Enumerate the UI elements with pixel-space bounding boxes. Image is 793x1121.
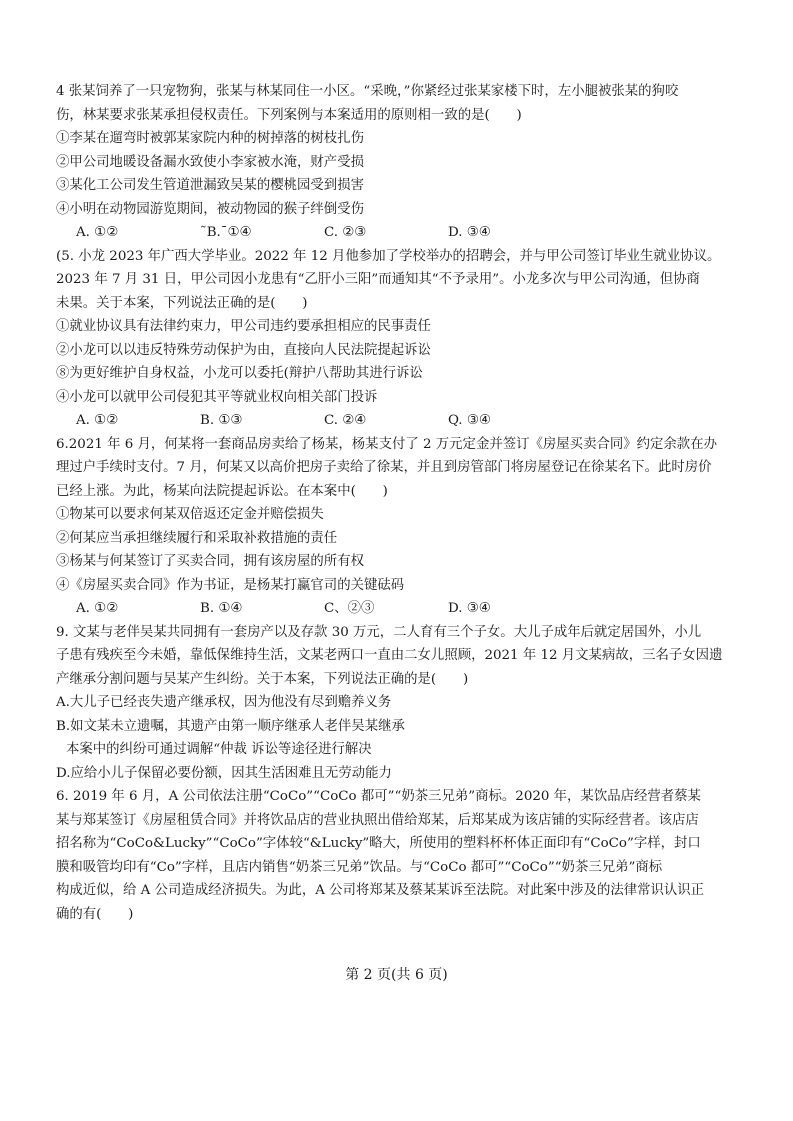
question-6a-stem-line-1: 6.2021 年 6 月，何某将一套商品房卖给了杨某，杨某支付了 2 万元定金并签订《房屋买卖合同》约定余款在办	[56, 436, 717, 452]
question-5-stem-line-2: 2023 年 7 月 31 日，甲公司因小龙患有“乙肝小三阳”而通知其“不予录用”。小龙多次与甲公司沟通，但协商	[56, 272, 700, 287]
question-5-item-1: ①就业协议具有法律约束力，甲公司违约要承担相应的民事责任	[56, 319, 431, 334]
question-5-item-2: ②小龙可以以违反特殊劳动保护为由，直接向人民法院提起诉讼	[56, 342, 431, 358]
question-9-option-c: 本案中的纠纷可通过调解“仲裁 诉讼等途径进行解决	[66, 742, 372, 757]
question-4-option-c: C. ②③	[324, 225, 367, 240]
question-9-option-b: B.如文某未立遗嘱，其遗产由第一顺序继承人老伴吴某继承	[56, 718, 405, 734]
question-6b-stem-line-4: 膜和吸管均印有“Co”字样，且店内销售“奶茶三兄弟”饮品。与“CoCo 都可”“CoCo”“奶茶三兄弟”商标	[56, 859, 663, 875]
question-9	[56, 621, 744, 786]
question-4-option-a: A. ①②	[76, 225, 119, 240]
question-4-item-4: ④小明在动物园游览期间，被动物园的猴子绊倒受伤	[56, 201, 364, 217]
question-5-option-c: C. ②④	[324, 413, 367, 428]
question-6a-stem-line-2: 理过户手续时支付。7 月，何某又以高价把房子卖给了徐某，并且到房管部门将房屋登记在徐某名下。此时房价	[56, 460, 712, 475]
question-6a-item-3: ③杨某与何某签订了买卖合同，拥有该房屋的所有权	[56, 554, 364, 569]
question-6b-stem-line-1: 6. 2019 年 6 月，A 公司依法注册“CoCo”“CoCo 都可”“奶茶三兄弟”商标。2020 年，某饮品店经营者蔡某	[56, 789, 701, 804]
question-6a-item-2: ②何某应当承担继续履行和采取补救措施的责任	[56, 530, 338, 546]
question-6a-item-4: ④《房屋买卖合同》作为书证，是杨某打赢官司的关键砝码	[56, 577, 405, 593]
question-4-stem-line-1: 4 张某饲养了一只宠物狗，张某与林某同住一小区。“采晚，”你紧经过张某家楼下时，左小腿被张某的狗咬	[56, 84, 679, 99]
question-4-item-1: ①李某在遛弯时被郭某家院内种的树掉落的树枝扎伤	[56, 131, 364, 146]
question-5-option-d: Q. ③④	[448, 413, 491, 428]
question-6b-stem-line-6: 确的有( )	[56, 906, 134, 922]
question-9-option-a: A.大儿子已经丧失遗产继承权，因为他没有尽到赡养义务	[56, 695, 392, 710]
question-6a-item-1: ①物某可以要求何某双倍返还定金并赔偿损失	[56, 507, 324, 522]
question-6a-option-b: B. ①④	[200, 601, 243, 616]
question-5-option-b: B. ①③	[200, 413, 243, 428]
question-6a-stem-line-3: 已经上涨。为此，杨某向法院提起诉讼。在本案中( )	[56, 483, 388, 499]
question-content	[56, 80, 744, 926]
question-6-house-sale	[56, 433, 744, 621]
question-4-options	[56, 221, 744, 245]
question-4-item-2: ②甲公司地暖设备漏水致使小李家被水淹，财产受损	[56, 154, 364, 170]
question-5-item-3: ⑧为更好维护自身权益，小龙可以委托(辩护八帮助其进行诉讼	[56, 366, 423, 381]
question-4-option-b: ˜B.ˉ①④	[200, 225, 252, 240]
question-5	[56, 245, 744, 433]
question-6a-option-a: A. ①②	[76, 601, 119, 616]
question-6b-stem-line-5: 构成近似，给 A 公司造成经济损失。为此，A 公司将郑某及蔡某某诉至法院。对此案中涉及的法律常识认识正	[56, 883, 705, 898]
question-5-stem-line-3: 未果。关于本案，下列说法正确的是( )	[56, 295, 308, 311]
question-9-stem-line-3: 产继承分割问题与吴某产生纠纷。关于本案，下列说法正确的是( )	[56, 671, 469, 687]
question-4-stem-line-2: 伤，林某要求张某承担侵权责任。下列案例与本案适用的原则相一致的是( )	[56, 107, 522, 123]
question-5-item-4: ④小龙可以就甲公司侵犯其平等就业权向相关部门投诉	[56, 389, 378, 405]
question-6a-options	[56, 597, 744, 621]
page-number-footer: 第 2 页(共 6 页)	[345, 967, 448, 983]
question-5-option-a: A. ①②	[76, 413, 119, 428]
question-6b-stem-line-2: 某与郑某签订《房屋租赁合同》并将饮品店的营业执照出借给郑某，后郑某成为该店铺的实际经营者。该店店	[56, 812, 699, 828]
question-6-trademark	[56, 785, 744, 926]
question-4	[56, 80, 744, 245]
question-4-item-3: ③某化工公司发生管道泄漏致吴某的樱桃园受到损害	[56, 178, 364, 193]
question-5-options	[56, 409, 744, 433]
question-9-stem-line-1: 9. 文某与老伴吴某共同拥有一套房产以及存款 30 万元，二人育有三个子女。大儿子成年后就定居国外，小儿	[56, 624, 702, 640]
question-9-stem-line-2: 子患有残疾至今未婚，靠低保维持生活，文某老两口一直由二女儿照顾，2021 年 12 月文某病故，三名子女因遗	[56, 648, 723, 663]
question-9-option-d: D.应给小儿子保留必要份额，因其生活困难且无劳动能力	[56, 765, 392, 781]
question-6a-option-d: D. ③④	[448, 601, 491, 616]
question-6a-option-c: C、②③	[324, 601, 375, 616]
question-6b-stem-line-3: 招名称为“CoCo&Lucky”“CoCo”字体较“&Lucky”略大，所使用的塑料杯杯体正面印有“CoCo”字样，封口	[56, 836, 701, 851]
question-5-stem-line-1: (5. 小龙 2023 年广西大学毕业。2022 年 12 月他参加了学校举办的招聘会，并与甲公司签订毕业生就业协议。	[56, 248, 721, 264]
question-4-option-d: D. ③④	[448, 225, 491, 240]
